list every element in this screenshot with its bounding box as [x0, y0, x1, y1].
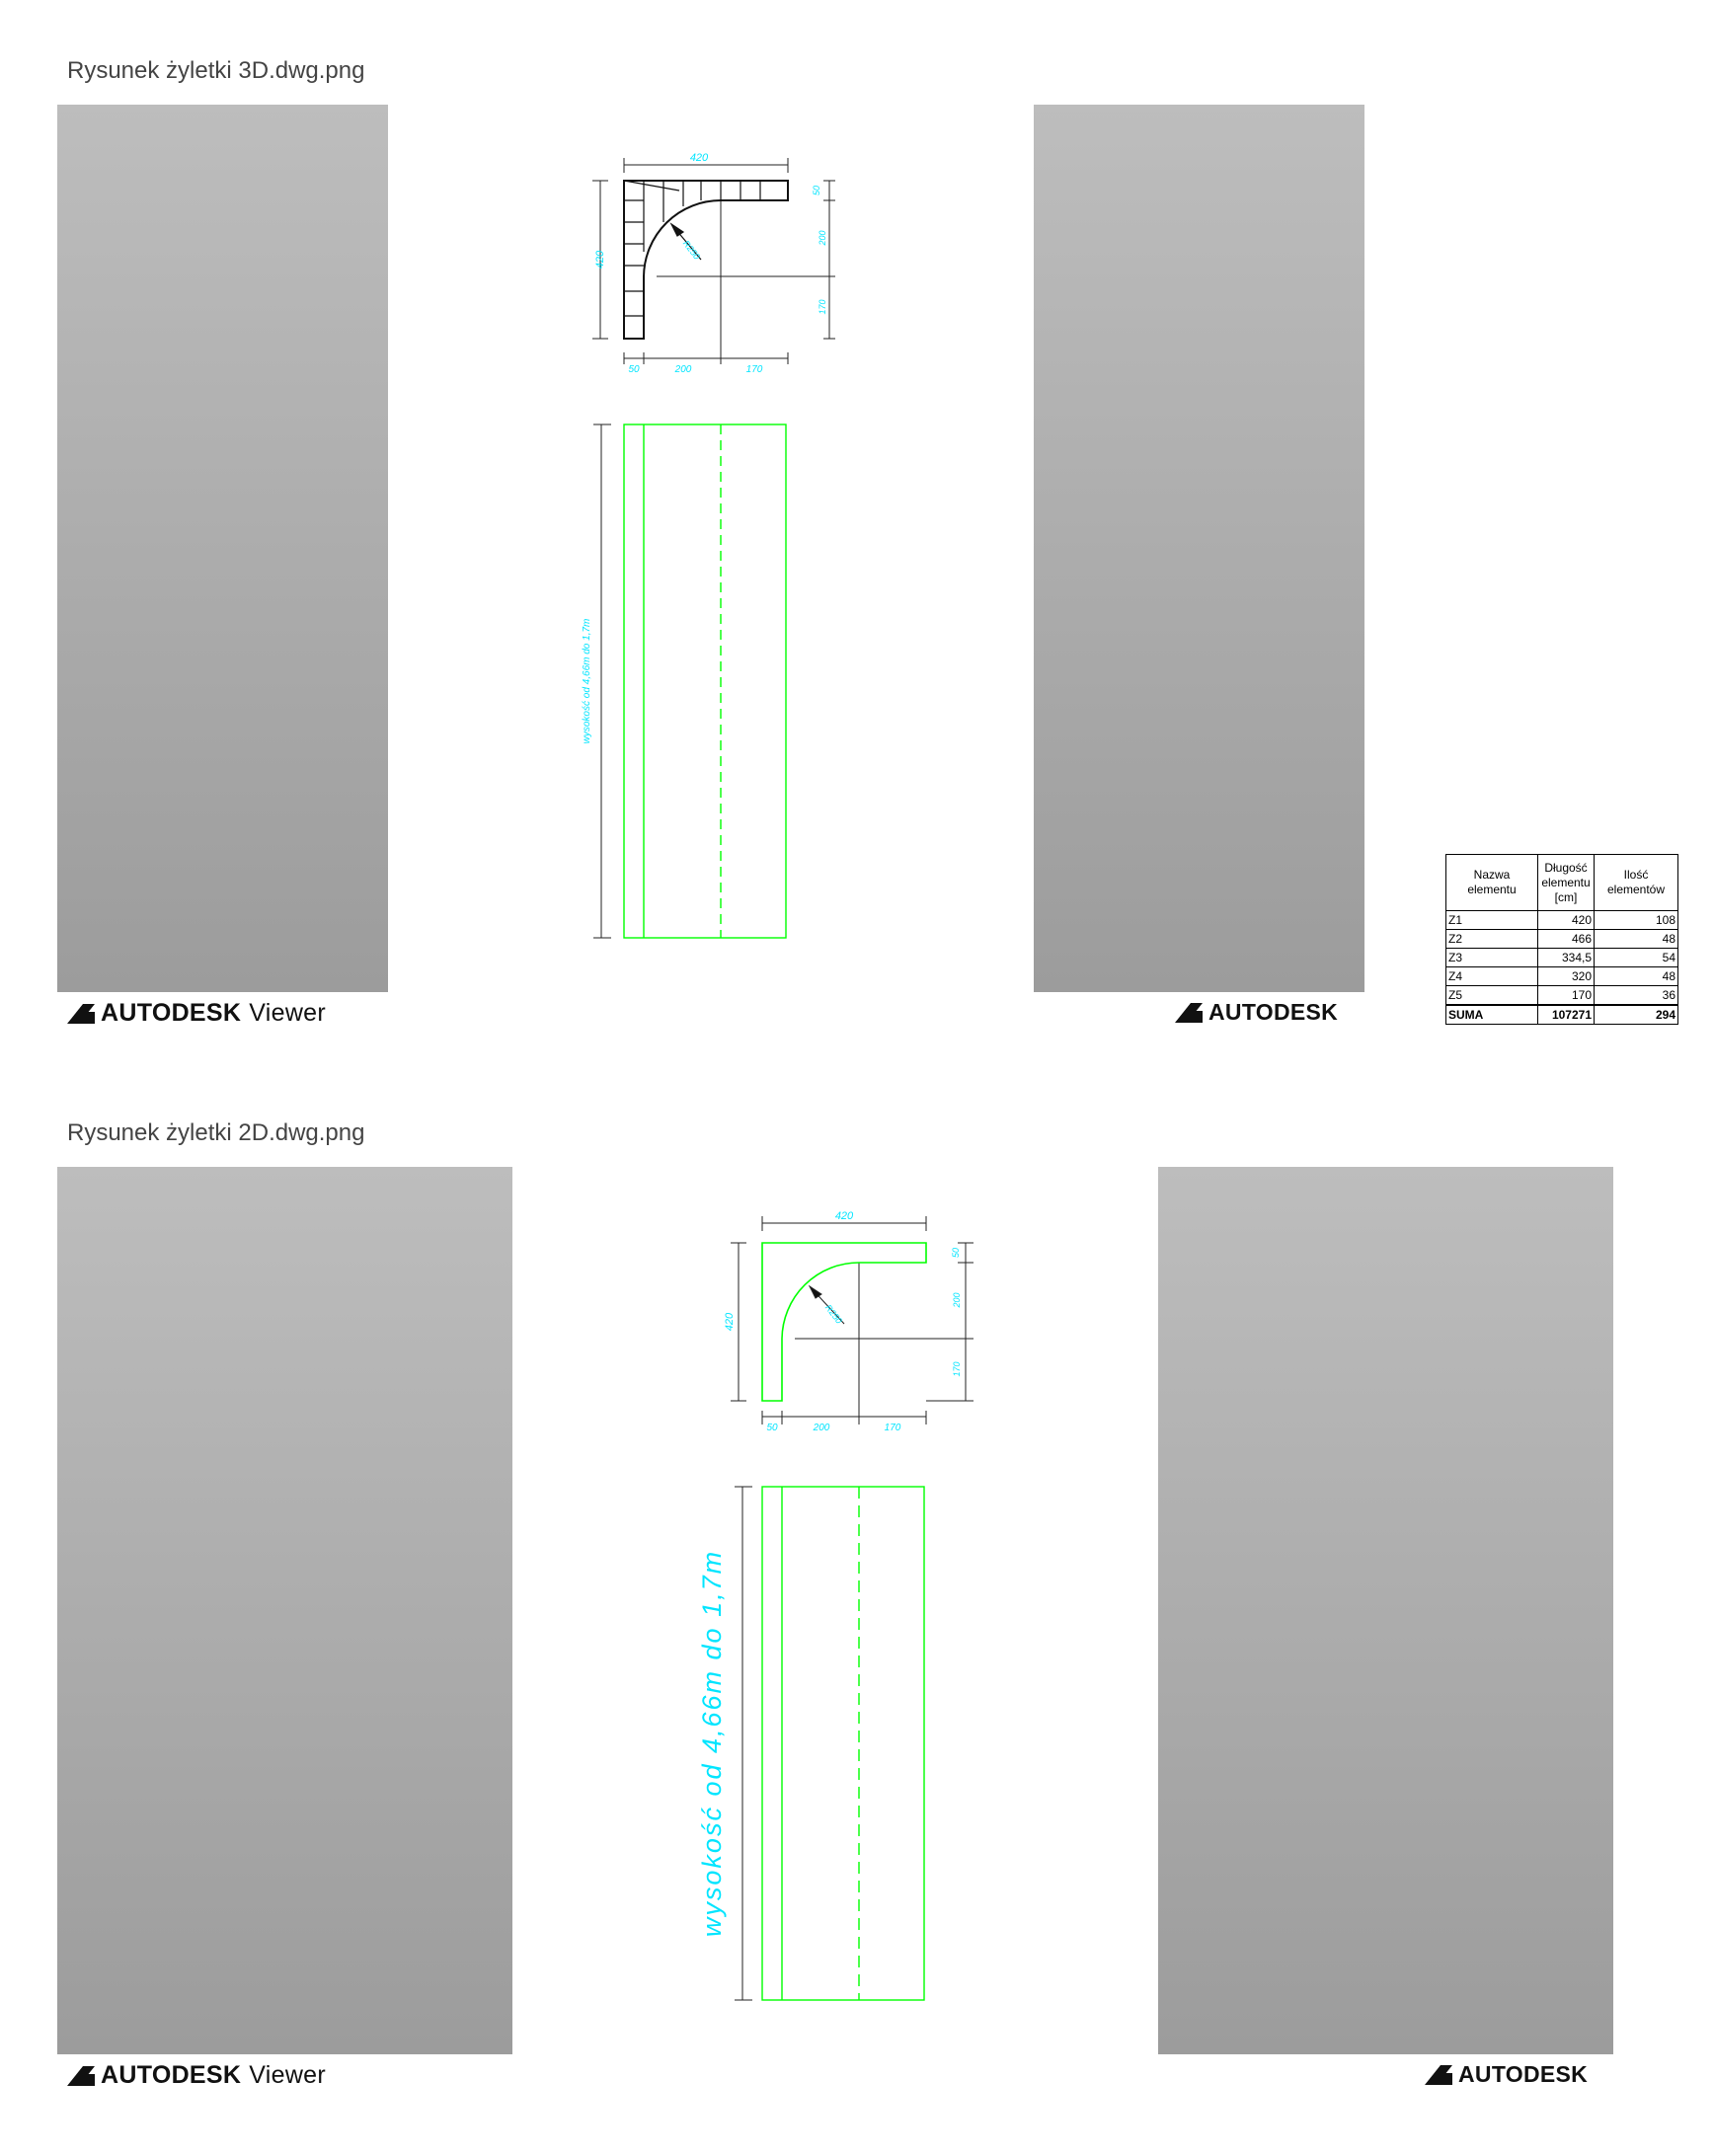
- cell-name: Z4: [1446, 967, 1538, 986]
- dim-50-right: 50: [812, 185, 821, 196]
- dim-50: 50: [628, 364, 640, 375]
- cell-length: 420: [1538, 911, 1595, 930]
- table-row: [1446, 930, 1678, 949]
- cell-count: 48: [1595, 930, 1678, 949]
- dim-170: 170: [884, 1423, 901, 1433]
- cell-count: 108: [1595, 911, 1678, 930]
- logo-brand: AUTODESK: [1208, 999, 1339, 1025]
- cell-length: 170: [1538, 986, 1595, 1006]
- cad-plan-view-3d: [573, 143, 849, 380]
- autodesk-logo: [1425, 2061, 1588, 2088]
- cell-count: 36: [1595, 986, 1678, 1006]
- height-note: wysokość od 4,66m do 1,7m: [697, 1549, 727, 1938]
- dim-170: 170: [745, 364, 763, 375]
- table-row: [1446, 967, 1678, 986]
- left-gray-panel: [57, 105, 388, 992]
- dim-200-right: 200: [818, 230, 827, 246]
- cell-length: 466: [1538, 930, 1595, 949]
- autodesk-logo-icon: [67, 1004, 95, 1024]
- header-count: Ilość elementów: [1595, 855, 1678, 911]
- logo-product: Viewer: [249, 999, 326, 1027]
- header-name: Nazwa elementu: [1446, 855, 1538, 911]
- logo-brand: AUTODESK: [101, 999, 242, 1027]
- cell-name: Z2: [1446, 930, 1538, 949]
- autodesk-logo-icon: [1175, 1003, 1203, 1023]
- dim-200-right: 200: [952, 1292, 962, 1308]
- autodesk-viewer-logo: [67, 999, 326, 1028]
- table-sum-row: [1446, 1005, 1678, 1025]
- cad-elevation-2d: [691, 1482, 938, 2005]
- dim-width: 420: [689, 152, 709, 164]
- right-gray-panel: [1158, 1167, 1613, 2054]
- cell-count: 294: [1595, 1005, 1678, 1025]
- elements-table: [1445, 854, 1678, 1025]
- autodesk-viewer-logo: [67, 2061, 326, 2090]
- dim-height: 420: [594, 250, 606, 270]
- cell-length: 334,5: [1538, 949, 1595, 967]
- cad-plan-view-2d: [711, 1205, 987, 1442]
- dim-200: 200: [674, 364, 692, 375]
- table-header-row: [1446, 855, 1678, 911]
- logo-brand: AUTODESK: [101, 2061, 242, 2089]
- table-row: [1446, 986, 1678, 1006]
- right-gray-panel: [1034, 105, 1364, 992]
- dim-50-right: 50: [951, 1247, 961, 1259]
- autodesk-logo: [1175, 999, 1338, 1026]
- height-note: wysokość od 4,66m do 1,7m: [582, 618, 592, 744]
- cell-length: 320: [1538, 967, 1595, 986]
- autodesk-logo-icon: [1425, 2065, 1452, 2085]
- dim-170-right: 170: [952, 1361, 962, 1377]
- cell-name: Z3: [1446, 949, 1538, 967]
- dim-50: 50: [766, 1423, 778, 1433]
- cell-name: Z5: [1446, 986, 1538, 1006]
- image-caption-3d: Rysunek żyletki 3D.dwg.png: [67, 57, 365, 84]
- logo-product: Viewer: [249, 2061, 326, 2089]
- dim-radius: R250: [680, 238, 702, 262]
- left-gray-panel: [57, 1167, 512, 2054]
- cad-elevation-3d: [578, 420, 795, 943]
- cell-name: SUMA: [1446, 1005, 1538, 1025]
- dim-200: 200: [813, 1423, 830, 1433]
- logo-brand: AUTODESK: [1458, 2061, 1589, 2087]
- cell-count: 48: [1595, 967, 1678, 986]
- header-length: Długość elementu [cm]: [1538, 855, 1595, 911]
- dim-width: 420: [834, 1210, 854, 1222]
- cell-length: 107271: [1538, 1005, 1595, 1025]
- autodesk-logo-icon: [67, 2066, 95, 2086]
- table-row: [1446, 911, 1678, 930]
- cell-name: Z1: [1446, 911, 1538, 930]
- dim-170-right: 170: [818, 299, 827, 315]
- dim-radius: R250: [822, 1302, 844, 1326]
- dim-height: 420: [724, 1312, 736, 1332]
- table-row: [1446, 949, 1678, 967]
- cell-count: 54: [1595, 949, 1678, 967]
- image-caption-2d: Rysunek żyletki 2D.dwg.png: [67, 1119, 365, 1146]
